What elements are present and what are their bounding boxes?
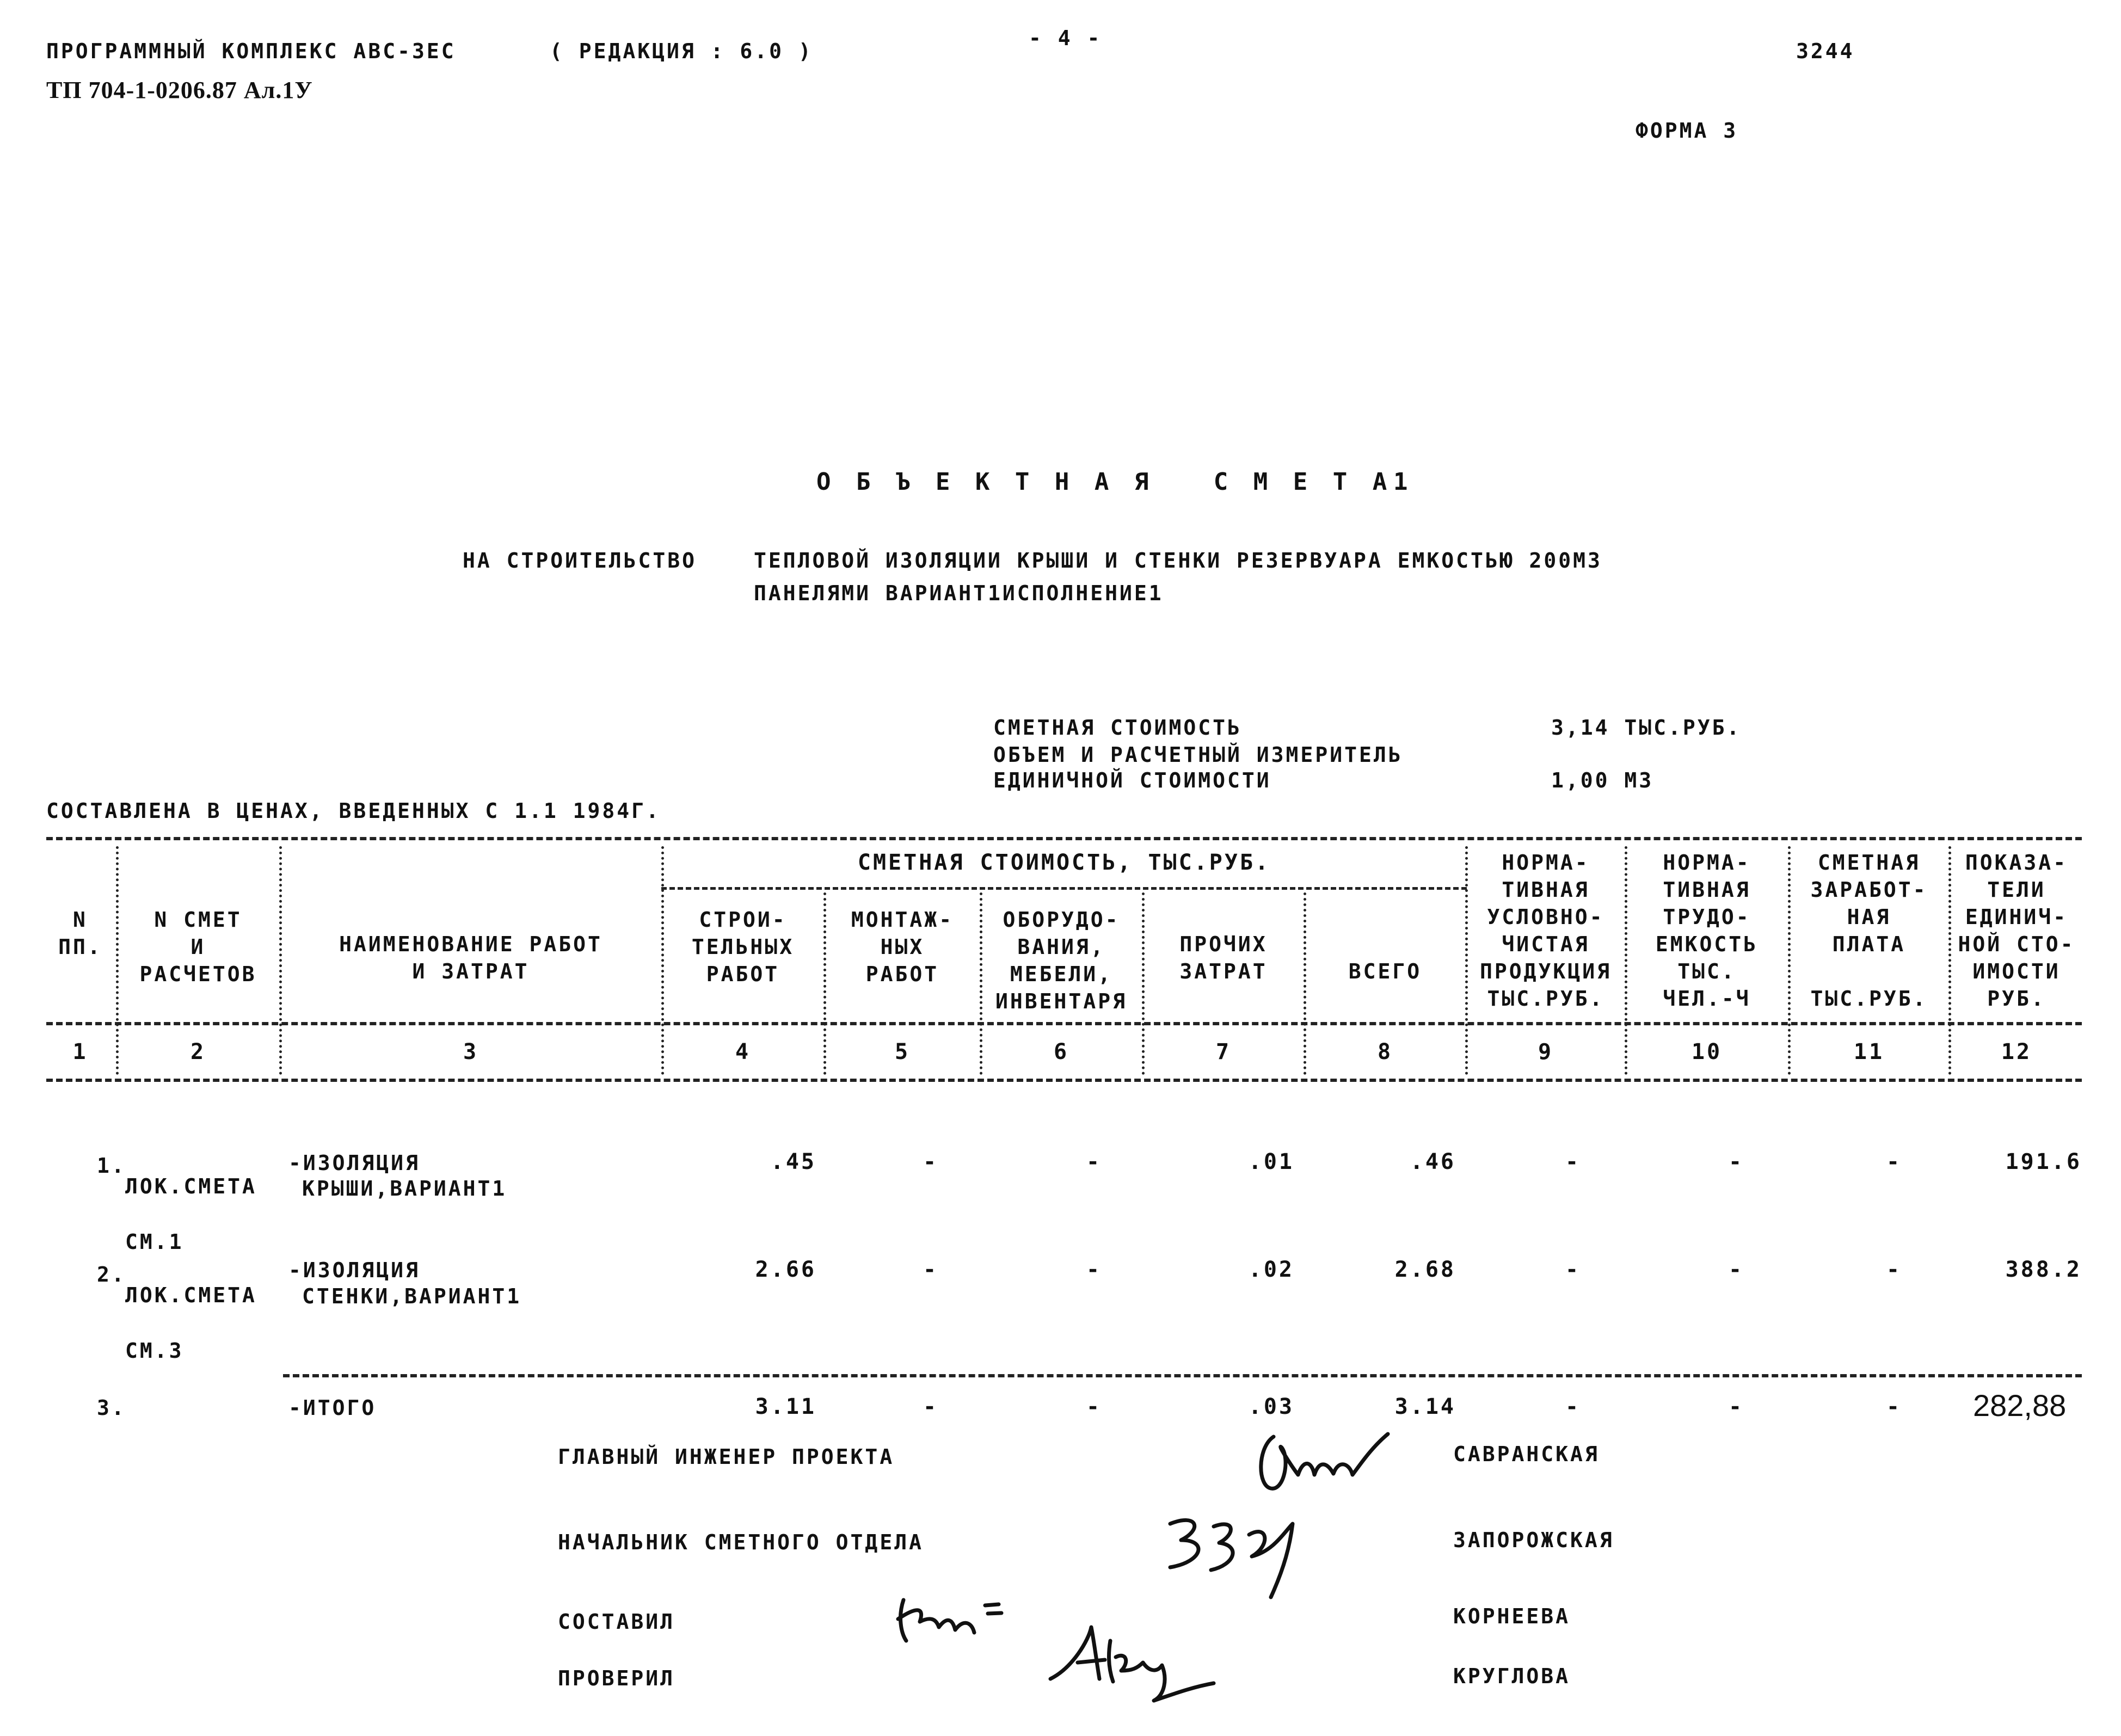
value-vsego: .46 (1410, 1149, 1456, 1174)
value-pokazatel: 282,88 (1973, 1388, 2067, 1423)
row-ref: ЛОК.СМЕТА (125, 1283, 257, 1307)
value-prochie: .03 (1248, 1394, 1294, 1419)
signature-kruglova (1040, 1619, 1219, 1706)
value-montazh: - (923, 1394, 939, 1419)
value-trudoemkost: - (1728, 1394, 1744, 1419)
signature-role: СОСТАВИЛ (558, 1610, 675, 1634)
form-label: ФОРМА 3 (1636, 119, 1738, 143)
value-zarplata: - (1886, 1257, 1902, 1282)
row-number: 2. (97, 1263, 126, 1286)
column-header-norm-prod: НОРМА- ТИВНАЯ УСЛОВНО- ЧИСТАЯ ПРОДУКЦИЯ ТЫС.РУБ. (1480, 851, 1612, 1011)
signature-name: КРУГЛОВА (1453, 1664, 1571, 1688)
project-code: ТП 704-1-0206.87 Ал.1У (46, 77, 313, 103)
value-norm-prod: - (1565, 1257, 1581, 1282)
row-name-cont: КРЫШИ,ВАРИАНТ1 (302, 1177, 507, 1201)
row-name: -ИЗОЛЯЦИЯ (288, 1151, 420, 1175)
value-prochie: .02 (1248, 1257, 1294, 1282)
column-header-n: N ПП. (58, 908, 102, 959)
column-header-refs: N СМЕТ И РАСЧЕТОВ (139, 908, 257, 986)
column-number: 9 (1538, 1039, 1554, 1064)
signature-savranskaya (1252, 1426, 1393, 1507)
group-header-rule (661, 887, 1467, 890)
column-numbers-rule (46, 1079, 2082, 1082)
value-norm-prod: - (1565, 1149, 1581, 1174)
value-trudoemkost: - (1728, 1257, 1744, 1282)
signature-zaporozhskaya (1154, 1502, 1317, 1600)
column-header-pokazatel: ПОКАЗА- ТЕЛИ ЕДИНИЧ- НОЙ СТО- ИМОСТИ РУБ. (1958, 851, 2075, 1011)
signature-name: САВРАНСКАЯ (1453, 1442, 1600, 1466)
column-header-prochie: ПРОЧИХ ЗАТРАТ (1179, 932, 1268, 983)
column-number: 1 (72, 1039, 88, 1064)
row-ref: ЛОК.СМЕТА (125, 1174, 257, 1198)
column-header-stroit: СТРОИ- ТЕЛЬНЫХ РАБОТ (691, 908, 795, 986)
subtitle-line-1: ТЕПЛОВОЙ ИЗОЛЯЦИИ КРЫШИ И СТЕНКИ РЕЗЕРВУАРА ЕМКОСТЬЮ 200М3 (754, 549, 1602, 572)
signature-role: НАЧАЛЬНИК СМЕТНОГО ОТДЕЛА (558, 1530, 924, 1554)
page-number: - 4 - (1029, 26, 1102, 50)
value-trudoemkost: - (1728, 1149, 1744, 1174)
signature-name: КОРНЕЕВА (1453, 1604, 1571, 1628)
header-bottom-rule (46, 1022, 2082, 1025)
row-ref-number: СМ.3 (125, 1339, 184, 1363)
column-number: 10 (1691, 1039, 1723, 1064)
column-header-zarplata: СМЕТНАЯ ЗАРАБОТ- НАЯ ПЛАТА ТЫС.РУБ. (1810, 851, 1928, 1011)
value-stroit: 2.66 (755, 1257, 816, 1282)
program-edition: ( РЕДАКЦИЯ : 6.0 ) (550, 39, 813, 63)
cost-value: 3,14 ТЫС.РУБ. (1551, 716, 1742, 740)
value-montazh: - (923, 1257, 939, 1282)
column-header-montazh: МОНТАЖ- НЫХ РАБОТ (851, 908, 954, 986)
column-header-name: НАИМЕНОВАНИЕ РАБОТ И ЗАТРАТ (339, 932, 603, 983)
row-name: -ИТОГО (288, 1396, 377, 1420)
column-number: 12 (2001, 1039, 2032, 1064)
column-header-trudoemkost: НОРМА- ТИВНАЯ ТРУДО- ЕМКОСТЬ ТЫС. ЧЕЛ.-Ч (1655, 851, 1759, 1011)
row-number: 1. (97, 1154, 126, 1178)
volume-label-1: ОБЪЕМ И РАСЧЕТНЫЙ ИЗМЕРИТЕЛЬ (993, 743, 1403, 767)
signature-role: ГЛАВНЫЙ ИНЖЕНЕР ПРОЕКТА (558, 1445, 895, 1469)
value-zarplata: - (1886, 1394, 1902, 1419)
column-number: 2 (190, 1039, 206, 1064)
value-norm-prod: - (1565, 1394, 1581, 1419)
row-ref-number: СМ.1 (125, 1230, 184, 1254)
signature-role: ПРОВЕРИЛ (558, 1666, 675, 1690)
prices-note: СОСТАВЛЕНА В ЦЕНАХ, ВВЕДЕННЫХ С 1.1 1984Г. (46, 799, 661, 823)
column-number: 8 (1377, 1039, 1393, 1064)
total-rule (283, 1374, 2082, 1377)
value-oborud: - (1086, 1257, 1102, 1282)
subtitle-line-2: ПАНЕЛЯМИ ВАРИАНТ1ИСПОЛНЕНИЕ1 (754, 581, 1164, 605)
table-top-rule (46, 837, 2082, 840)
column-number: 5 (894, 1039, 911, 1064)
value-stroit: .45 (770, 1149, 816, 1174)
column-header-vsego: ВСЕГО (1348, 959, 1422, 983)
column-header-oborud: ОБОРУДО- ВАНИЯ, МЕБЕЛИ, ИНВЕНТАРЯ (995, 908, 1127, 1013)
value-oborud: - (1086, 1149, 1102, 1174)
signature-korneeva (887, 1589, 1012, 1649)
subtitle-label: НА СТРОИТЕЛЬСТВО (463, 549, 697, 572)
value-montazh: - (923, 1149, 939, 1174)
column-number: 7 (1215, 1039, 1232, 1064)
value-stroit: 3.11 (755, 1394, 816, 1419)
row-name-cont: СТЕНКИ,ВАРИАНТ1 (302, 1284, 522, 1308)
column-number: 11 (1853, 1039, 1885, 1064)
cost-label: СМЕТНАЯ СТОИМОСТЬ (993, 716, 1242, 740)
value-prochie: .01 (1248, 1149, 1294, 1174)
column-number: 6 (1053, 1039, 1069, 1064)
volume-value: 1,00 М3 (1551, 768, 1654, 792)
row-number: 3. (97, 1396, 126, 1420)
row-name: -ИЗОЛЯЦИЯ (288, 1258, 420, 1282)
value-vsego: 2.68 (1394, 1257, 1456, 1282)
cost-group-header: СМЕТНАЯ СТОИМОСТЬ, ТЫС.РУБ. (857, 850, 1271, 875)
value-zarplata: - (1886, 1149, 1902, 1174)
estimate-number: 1 (1393, 468, 1410, 496)
value-pokazatel: 388.2 (2005, 1257, 2082, 1282)
value-vsego: 3.14 (1394, 1394, 1456, 1419)
volume-label-2: ЕДИНИЧНОЙ СТОИМОСТИ (993, 768, 1271, 792)
column-number: 3 (463, 1039, 479, 1064)
value-oborud: - (1086, 1394, 1102, 1419)
program-name: ПРОГРАММНЫЙ КОМПЛЕКС АВС-ЗЕС (46, 39, 456, 63)
document-title: О Б Ъ Е К Т Н А Я С М Е Т А (816, 468, 1393, 496)
signature-name: ЗАПОРОЖСКАЯ (1453, 1528, 1614, 1552)
column-number: 4 (735, 1039, 751, 1064)
document-number: 3244 (1796, 39, 1855, 63)
value-pokazatel: 191.6 (2005, 1149, 2082, 1174)
